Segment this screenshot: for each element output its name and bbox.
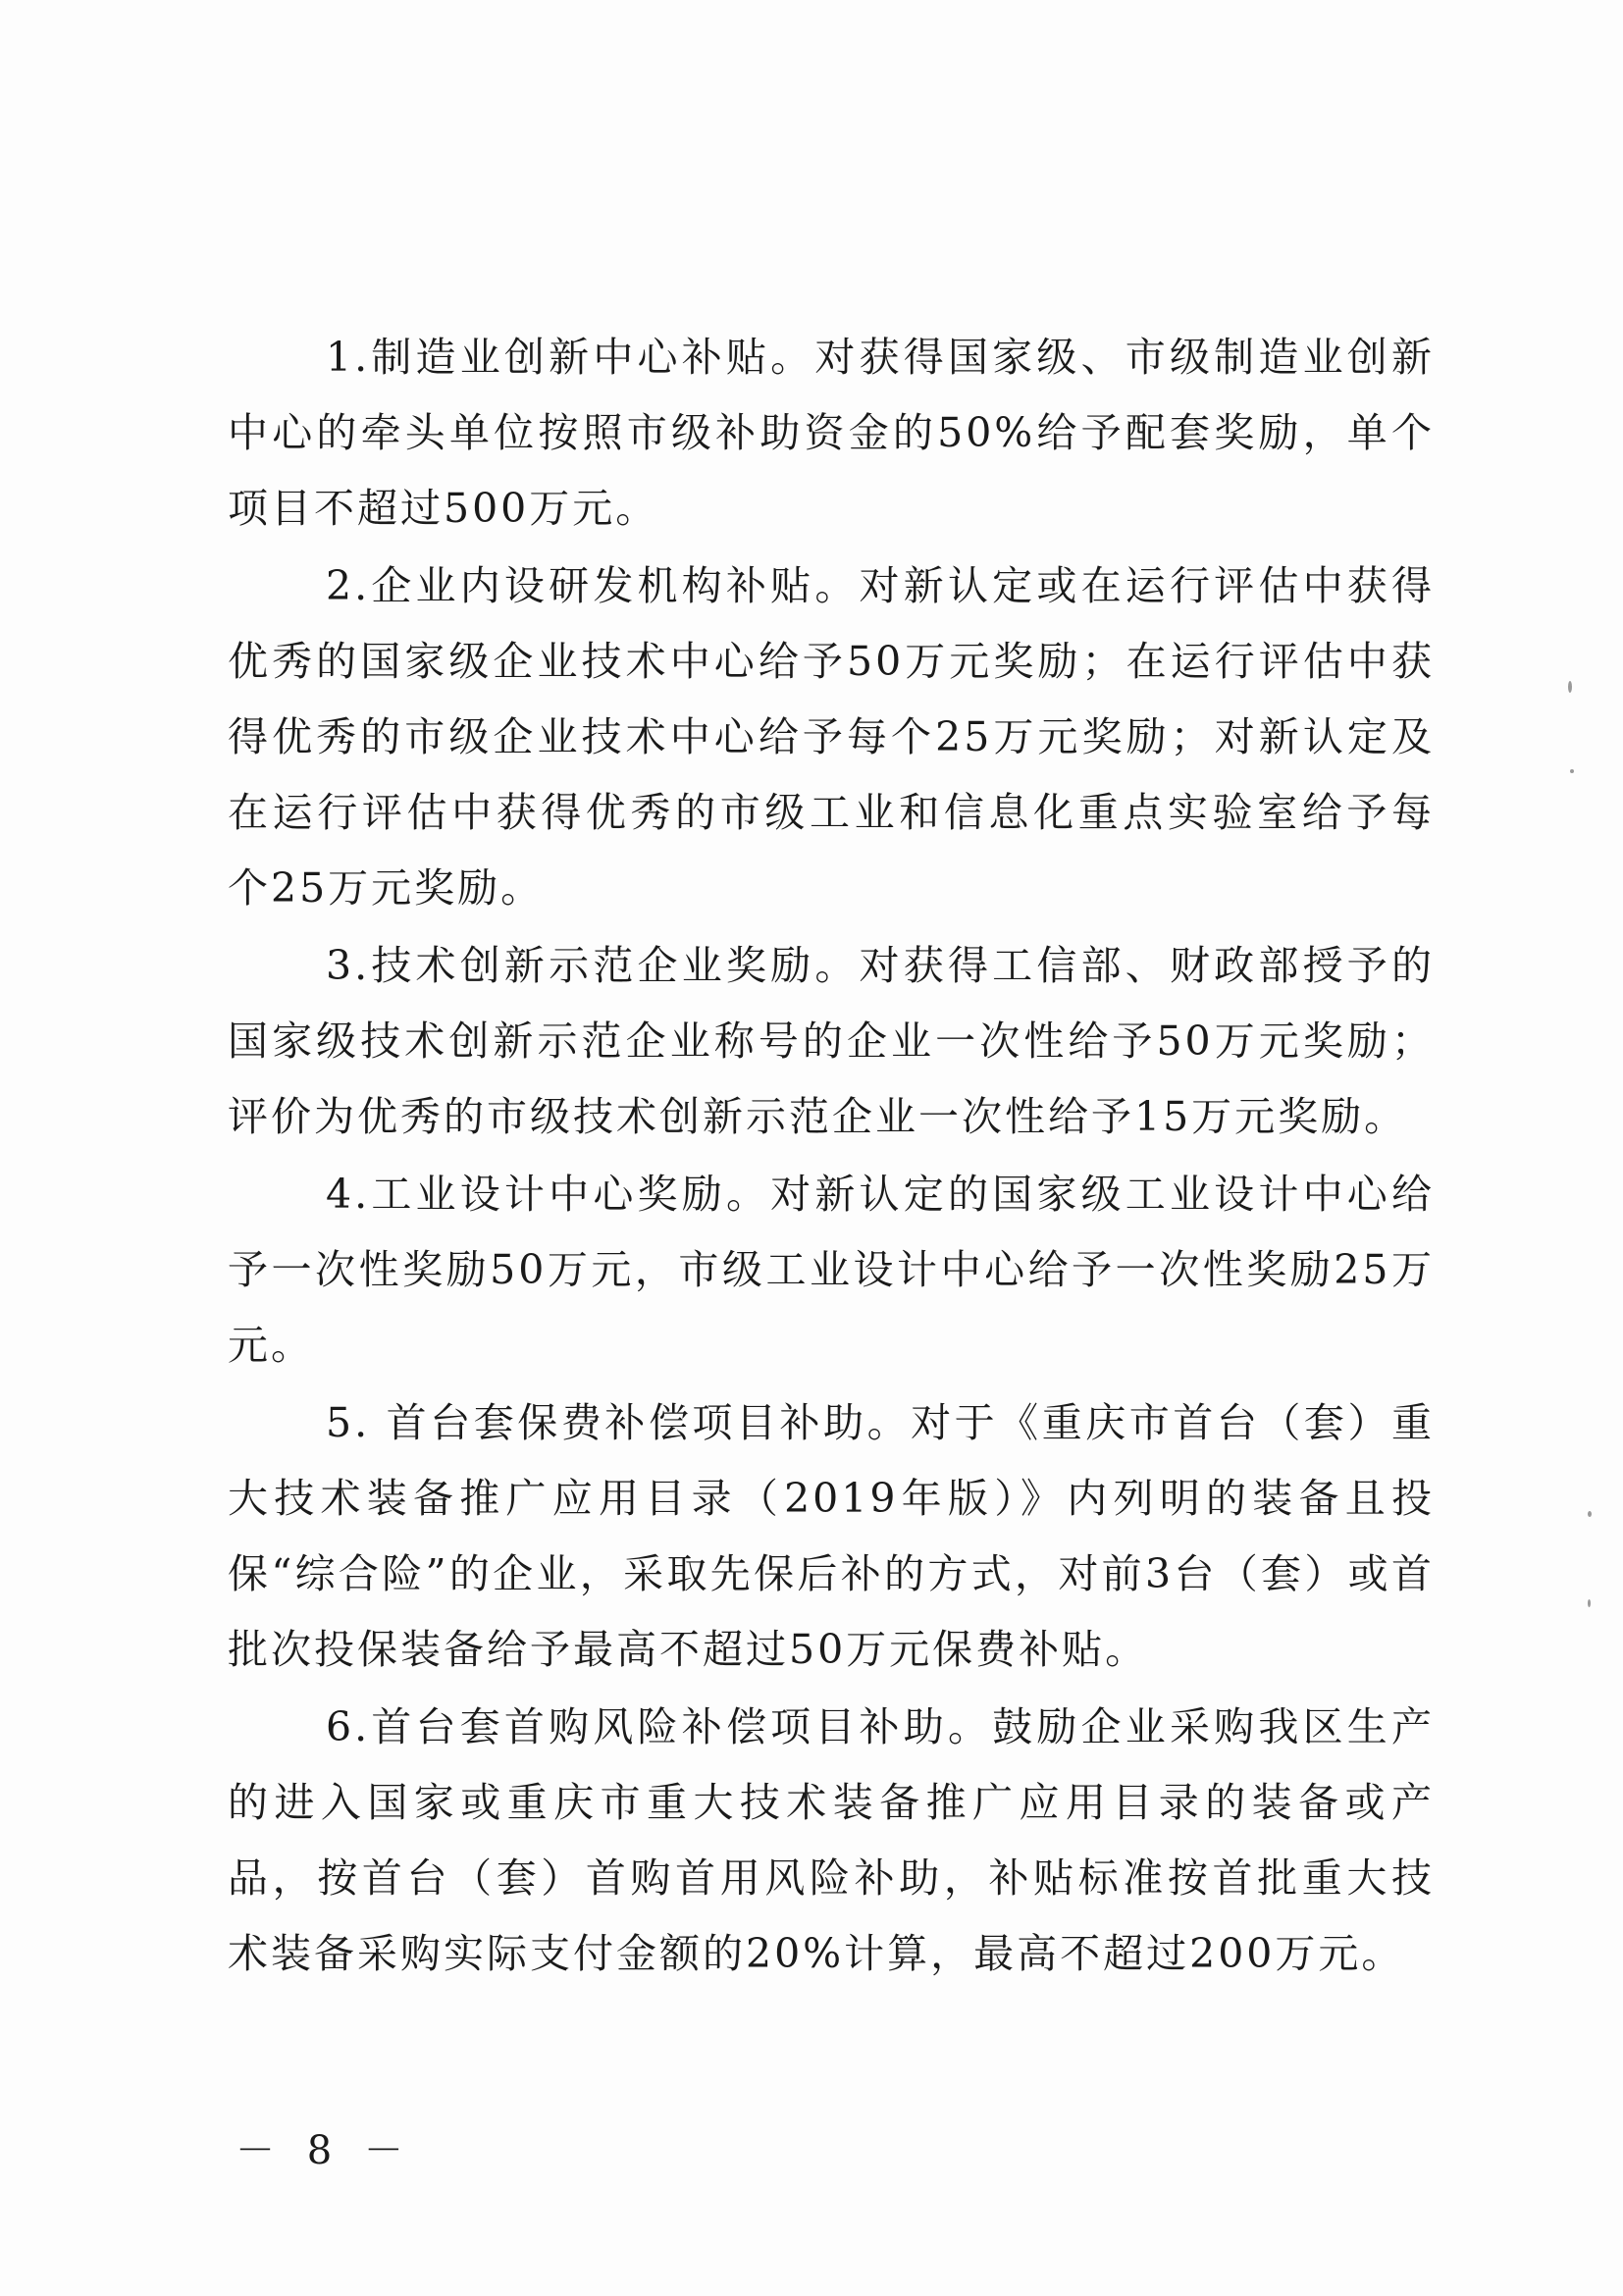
paragraph-3: 3.技术创新示范企业奖励。对获得工信部、财政部授予的国家级技术创新示范企业称号的企业一次性给予50万元奖励；评价为优秀的市级技术创新示范企业一次性给予15万元奖励。: [228, 942, 1435, 1140]
paragraph-2: 2.企业内设研发机构补贴。对新认定或在运行评估中获得优秀的国家级企业技术中心给予50万元奖励；在运行评估中获得优秀的市级企业技术中心给予每个25万元奖励；对新认定及在运行评估中获得优秀的市级工业和信息化重点实验室给予每个25万元奖励。: [228, 562, 1435, 912]
paragraph-4: 4.工业设计中心奖励。对新认定的国家级工业设计中心给予一次性奖励50万元，市级工业设计中心给予一次性奖励25万元。: [228, 1171, 1435, 1369]
scan-speck: [1570, 769, 1574, 773]
page-number: － 8 －: [236, 2128, 413, 2173]
paragraph-5: 5. 首台套保费补偿项目补助。对于《重庆市首台（套）重大技术装备推广应用目录（2019年版）》内列明的装备且投保“综合险”的企业，采取先保后补的方式，对前3台（套）或首批次投保装备给予最高不超过50万元保费补贴。: [228, 1399, 1435, 1673]
scan-speck: [1588, 1599, 1591, 1607]
scan-speck: [1588, 1511, 1592, 1517]
document-body: [228, 320, 1435, 1994]
paragraph-6: 6.首台套首购风险补偿项目补助。鼓励企业采购我区生产的进入国家或重庆市重大技术装备推广应用目录的装备或产品，按首台（套）首购首用风险补助，补贴标准按首批重大技术装备采购实际支付金额的20%计算，最高不超过200万元。: [228, 1703, 1435, 1977]
scan-speck: [1568, 681, 1572, 693]
paragraph-1: 1.制造业创新中心补贴。对获得国家级、市级制造业创新中心的牵头单位按照市级补助资金的50%给予配套奖励，单个项目不超过500万元。: [228, 334, 1435, 532]
